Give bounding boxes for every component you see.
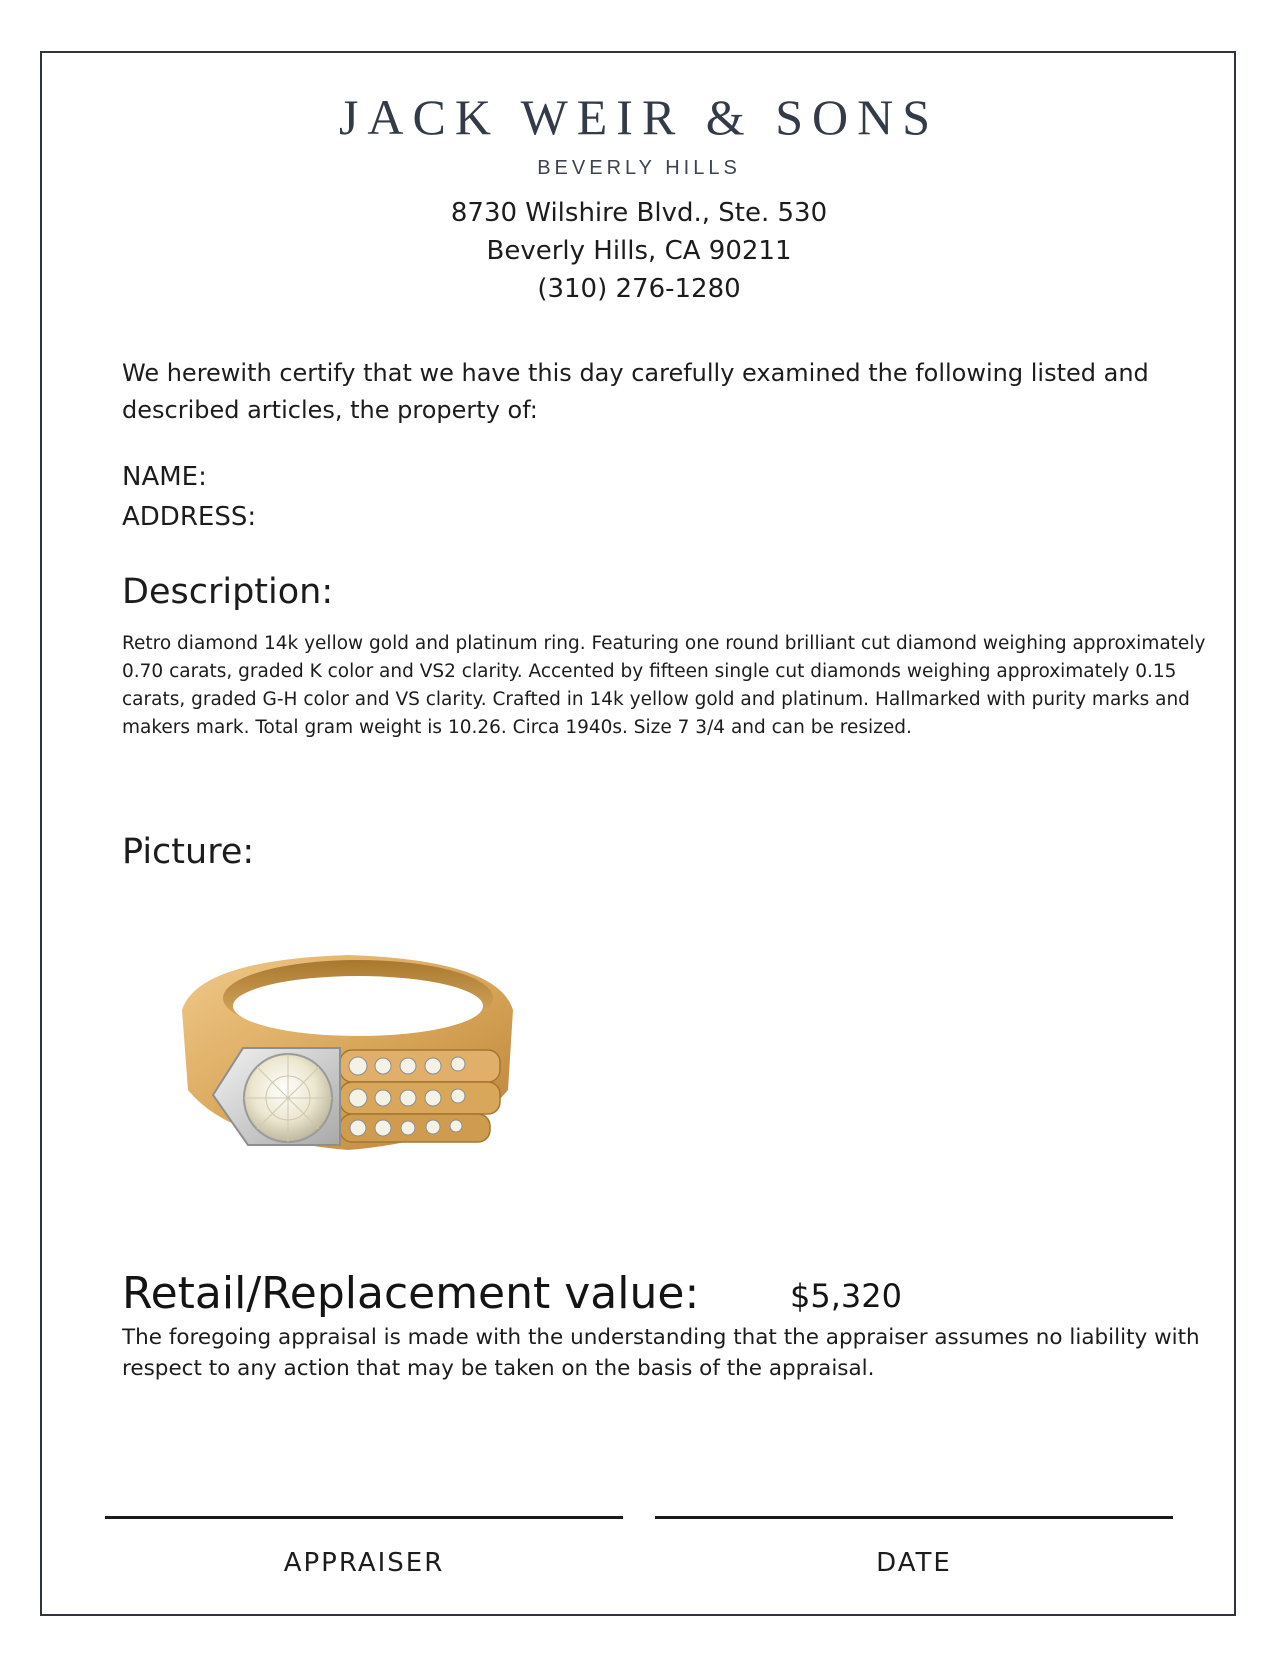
description-heading: Description: [122,572,334,612]
appraiser-label: APPRAISER [283,1548,445,1578]
phone-number: (310) 276-1280 [537,274,741,304]
ring-image [168,940,528,1190]
certification-statement: We herewith certify that we have this day carefully examined the following listed and described articles, the property of: [122,359,1149,424]
value-amount: $5,320 [790,1277,902,1315]
appraiser-signature-line[interactable] [105,1516,623,1519]
brand-name: JACK WEIR & SONS [338,89,940,145]
date-label: DATE [876,1548,952,1578]
description-text: Retro diamond 14k yellow gold and platinum ring. Featuring one round brilliant cut diamond weighing approximately 0.70 carats, graded K color and VS2 clarity. Accented by fifteen single cut diamonds weighing approximately 0.15 carats, graded G-H color and VS clarity. Crafted in 14k yellow gold and platinum. Hallmarked with purity marks and makers mark. Total gram weight is 10.26. Circa 1940s. Size 7 3/4 and can be resized. [122,633,1206,738]
picture-heading: Picture: [122,832,255,872]
value-label: Retail/Replacement value: [122,1268,700,1319]
date-signature-line[interactable] [655,1516,1173,1519]
address-label: ADDRESS: [122,502,257,532]
address-line-2: Beverly Hills, CA 90211 [486,236,792,266]
brand-location: BEVERLY HILLS [537,157,741,179]
address-line-1: 8730 Wilshire Blvd., Ste. 530 [450,198,828,228]
name-label: NAME: [122,462,207,492]
disclaimer-text: The foregoing appraisal is made with the understanding that the appraiser assumes no liability with respect to any action that may be taken on the basis of the appraisal. [122,1325,1200,1381]
